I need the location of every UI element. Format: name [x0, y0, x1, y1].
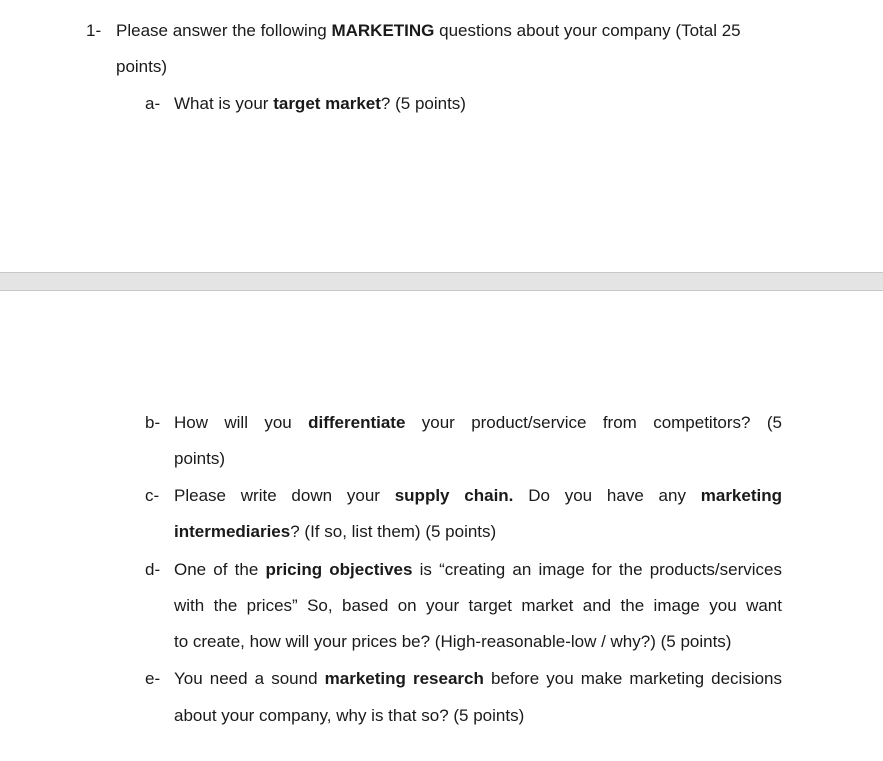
item-e-text	[174, 669, 782, 689]
item-c-label: c-	[145, 486, 160, 505]
item-c-part1: Please write down your	[174, 486, 395, 505]
item-e-label: e-	[145, 669, 161, 688]
item-e-part1: You need a sound	[174, 669, 325, 688]
marketing-emphasis-2: marketing	[700, 486, 782, 505]
intermediaries-emphasis: intermediaries	[174, 522, 291, 541]
question-1-continuation: points)	[116, 57, 168, 76]
item-d-text	[174, 560, 782, 580]
item-a-label: a-	[145, 94, 161, 113]
item-d-label: d-	[145, 560, 161, 579]
item-d-line3: to create, how will your prices be? (High-reasonable-low / why?) (5 points)	[174, 632, 732, 651]
item-c-continuation	[174, 522, 496, 542]
item-b-part2: your product/service from competitors? (5	[405, 413, 782, 432]
item-d-part2: is “creating an image for the products/services	[412, 560, 782, 579]
marketing-research-emphasis: marketing research	[324, 669, 484, 688]
marketing-emphasis: MARKETING	[331, 21, 435, 40]
item-b-part1: How will you	[174, 413, 309, 432]
target-market-emphasis: target market	[273, 94, 381, 113]
differentiate-emphasis: differentiate	[308, 413, 406, 432]
question-1-text	[116, 21, 741, 41]
item-b-continuation: points)	[174, 449, 226, 468]
question-1-text-part2: questions about your company (Total 25	[434, 21, 741, 40]
item-b-label: b-	[145, 413, 161, 432]
supply-chain-emphasis: supply chain.	[394, 486, 514, 505]
question-number: 1-	[86, 21, 102, 40]
item-e-part2: before you make marketing decisions	[483, 669, 783, 688]
page-break-gap	[0, 272, 883, 291]
item-e-line2: about your company, why is that so? (5 points)	[174, 706, 525, 725]
item-b-text	[174, 413, 782, 433]
item-d-part1: One of the	[174, 560, 266, 579]
item-c-part2: Do you have any	[513, 486, 701, 505]
item-a-part1: What is your	[174, 94, 274, 113]
question-1-text-part1: Please answer the following	[116, 21, 332, 40]
item-a-part2: ? (5 points)	[380, 94, 466, 113]
pricing-objectives-emphasis: pricing objectives	[265, 560, 413, 579]
item-c-part3: ? (If so, list them) (5 points)	[290, 522, 497, 541]
item-c-text	[174, 486, 782, 506]
item-d-line2: with the prices” So, based on your target market and the image you want	[174, 596, 782, 615]
item-a-text	[174, 94, 466, 114]
